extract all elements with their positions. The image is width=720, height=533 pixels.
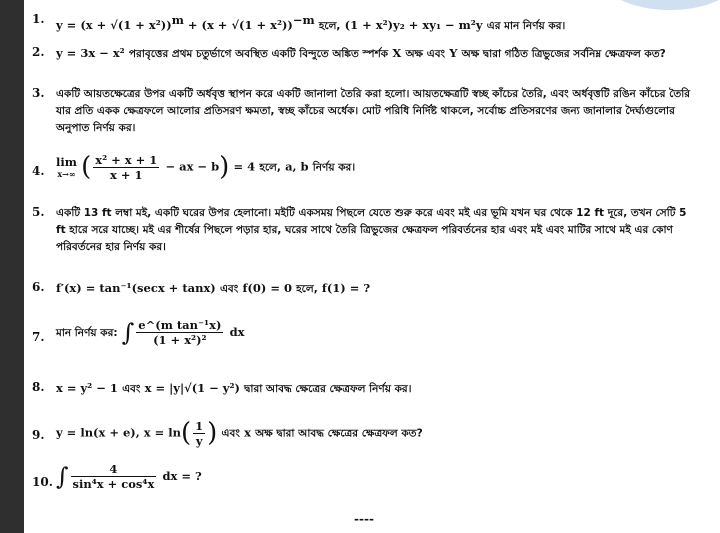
question-body: x = y² − 1 এবং x = |y|√(1 − y²) দ্বারা আবদ্ধ ক্ষেত্রের ক্ষেত্রফল নির্ণয় কর।: [56, 381, 412, 395]
question-body: f′(x) = tan⁻¹(secx + tanx) এবং f(0) = 0 হলে, f(1) = ?: [56, 281, 371, 295]
question-number: 4.: [32, 164, 45, 178]
question-body: y = 3x − x² পরাবৃত্তের প্রথম চতুর্ভাগে অবস্থিত একটি বিন্দুতে অঙ্কিত স্পর্শক X অক্ষ এবং Y অক্ষ দ্বারা গঠিত ত্রিভুজের সর্বনিম্ন ক্ষেত্রফল কত?: [56, 46, 666, 60]
question-number: 6.: [32, 280, 45, 294]
question-number: 8.: [32, 380, 45, 394]
fraction: $\frac{1}{y}$: [195, 418, 204, 448]
question-body: একটি 13 ft লম্বা মই, একটি ঘরের উপর হেলানো। মইটি একসময় পিছলে যেতে শুরু করে এবং মই এর ভূমি যখন ঘর থেকে 12 ft দূরে, তখন সেটি 5 ft হারে সরে যাচ্ছে। মই এর শীর্ষের পিছলে পড়ার হার, ঘরের সাথে তৈরি ত্রিভুজের ক্ষেত্রফল পরিবর্তনের হার এবং মই এবং মাটির সাথে মই এর কোণ পরিবর্তনের হার নির্ণয় কর।: [56, 207, 687, 253]
question-body: একটি আয়তক্ষেত্রের উপর একটি অর্ধবৃত্ত স্থাপন করে একটি জানালা তৈরি করা হলো। আয়তক্ষেত্রটি স্বচ্ছ কাঁচের তৈরি, এবং অর্ধবৃত্তটি রঙিন কাঁচের তৈরি যার প্রতি একক ক্ষেত্রফলে আলোর প্রতিসরণ ক্ষমতা, স্বচ্ছ কাঁচের অর্ধেক। মোট পরিধি নির্দিষ্ট থাকলে, সর্বোচ্চ প্রতিসরণের জন্য জানালার দৈর্ঘ্যগুলোর অনুপাত নির্ণয় কর।: [56, 88, 691, 134]
question-number: 2.: [32, 45, 45, 59]
question-body: মান নির্ণয় কর: ∫ $\frac{\text{e\textasciicircum{}(m tan⁻¹x)}}{\text{(1 + x²)²}}$ dx: [56, 318, 245, 347]
question-number: 7.: [32, 330, 45, 344]
fraction: $\frac{\text{e\textasciicircum{}(m tan⁻¹x)}}{\text{(1 + x²)²}}$: [138, 318, 222, 347]
end-marker: ----: [354, 512, 374, 526]
question-sheet: [24, 0, 720, 533]
fraction: $\frac{\text{x² + x + 1}}{x + 1}$: [95, 152, 158, 182]
fraction: $\frac{4}{\text{sin⁴x + cos⁴x}}$: [72, 462, 155, 491]
question-number: 3.: [32, 86, 45, 100]
question-body: y = ln(x + e), x = ln( $\frac{1}{y}$ ) এবং x অক্ষ দ্বারা আবদ্ধ ক্ষেত্রের ক্ষেত্রফল কত?: [56, 418, 423, 448]
question-number: 10.: [32, 475, 53, 489]
question-body: $y = (x + √(1 + x^2))^m + (x + √(1 + x^2))^{-m}$ হলে, (1 + x²)y₂ + xy₁ − m²y এর মান নির্ণয় কর।: [56, 13, 566, 32]
question-number: 1.: [32, 12, 45, 26]
left-dark-sidebar: [0, 0, 24, 533]
limit-operator: lim x→∞: [56, 155, 77, 179]
question-body: lim x→∞ ( $\frac{\text{x² + x + 1}}{x + 1}$ − ax − b) = 4 হলে, a, b নির্ণয় কর।: [56, 152, 356, 182]
question-number: 9.: [32, 428, 45, 442]
question-body: ∫ $\frac{4}{\text{sin⁴x + cos⁴x}}$ dx = ?: [56, 462, 202, 491]
question-number: 5.: [32, 205, 45, 219]
